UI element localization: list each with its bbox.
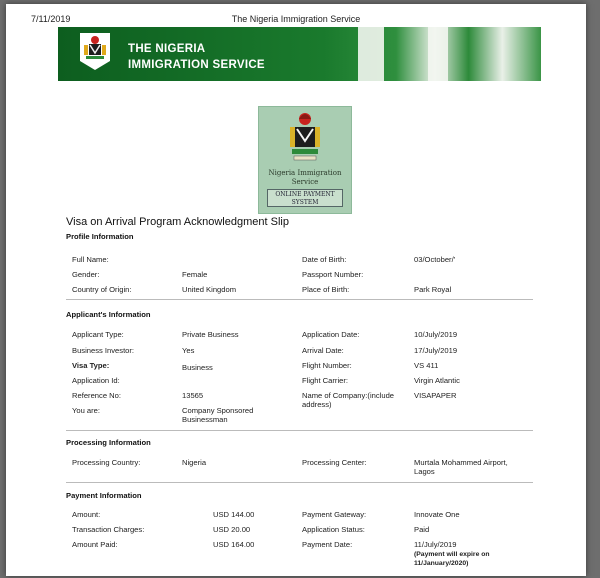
immigration-banner <box>58 27 541 81</box>
payment-expiry-note: (Payment will expire on 11/January/2020) <box>414 551 490 567</box>
country-origin-label: Country of Origin: <box>72 285 132 294</box>
application-date-label: Application Date: <box>302 330 360 339</box>
flight-carrier-value: Virgin Atlantic <box>414 376 460 385</box>
reference-no-label: Reference No: <box>72 391 121 400</box>
banner-title-line2: IMMIGRATION SERVICE <box>128 59 265 71</box>
transaction-charges-label: Transaction Charges: <box>72 525 145 534</box>
reference-no-value: 13565 <box>182 391 204 400</box>
business-investor-label: Business Investor: <box>72 346 135 355</box>
visa-type-label: Visa Type: <box>72 361 110 370</box>
payment-date-value: 11/July/2019 <box>414 540 457 549</box>
payment-gateway-label: Payment Gateway: <box>302 510 367 519</box>
flight-number-value: VS 411 <box>414 361 439 370</box>
business-investor-value: Yes <box>182 346 195 355</box>
processing-country-label: Processing Country: <box>72 458 141 467</box>
section-processing-heading: Processing Information <box>66 438 151 447</box>
company-name-value: VISAPAPER <box>414 391 457 400</box>
visa-type-value: Business <box>182 363 213 372</box>
coat-of-arms-icon <box>289 111 321 163</box>
section-profile-heading: Profile Information <box>66 232 134 241</box>
gender-label: Gender: <box>72 270 100 279</box>
payment-date-label: Payment Date: <box>302 540 353 549</box>
logo-payment-line2: SYSTEM <box>291 199 319 206</box>
company-name-label: Name of Company:(include address) <box>302 391 395 409</box>
you-are-value: Company Sponsored Businessman <box>182 406 254 424</box>
logo-text-line2: Service <box>291 178 319 186</box>
application-date-value: 10/July/2019 <box>414 330 458 339</box>
processing-country-value: Nigeria <box>182 458 207 467</box>
divider <box>66 299 533 300</box>
you-are-label: You are: <box>72 406 101 415</box>
slip-title: Visa on Arrival Program Acknowledgment Slip <box>66 216 289 228</box>
passport-label: Passport Number: <box>302 270 364 279</box>
application-status-value: Paid <box>414 525 430 534</box>
application-id-label: Application Id: <box>72 376 120 385</box>
applicant-type-value: Private Business <box>182 330 239 339</box>
document-page <box>6 4 586 576</box>
section-applicant-heading: Applicant's Information <box>66 310 151 319</box>
full-name-label: Full Name: <box>72 255 109 264</box>
flag-stripe <box>358 27 384 81</box>
banner-title-line1: THE NIGERIA <box>128 43 206 55</box>
amount-value: USD 144.00 <box>213 510 255 519</box>
divider <box>66 430 533 431</box>
section-payment-heading: Payment Information <box>66 491 142 500</box>
arrival-date-value: 17/July/2019 <box>414 346 458 355</box>
print-date: 7/11/2019 <box>31 14 71 24</box>
gender-value: Female <box>182 270 208 279</box>
processing-center-value: Murtala Mohammed Airport, Lagos <box>414 458 508 476</box>
pob-label: Place of Birth: <box>302 285 350 294</box>
payment-gateway-value: Innovate One <box>414 510 460 519</box>
pob-value: Park Royal <box>414 285 452 294</box>
print-title: The Nigeria Immigration Service <box>231 14 361 24</box>
applicant-type-label: Applicant Type: <box>72 330 124 339</box>
country-origin-value: United Kingdom <box>182 285 237 294</box>
payment-system-logo <box>258 106 352 214</box>
processing-center-label: Processing Center: <box>302 458 367 467</box>
dob-label: Date of Birth: <box>302 255 347 264</box>
amount-paid-label: Amount Paid: <box>72 540 118 549</box>
logo-text-line1: Nigeria Immigration <box>268 169 342 177</box>
transaction-charges-value: USD 20.00 <box>213 525 251 534</box>
divider <box>66 482 533 483</box>
coat-of-arms-icon <box>78 31 112 71</box>
flight-number-label: Flight Number: <box>302 361 352 370</box>
application-status-label: Application Status: <box>302 525 365 534</box>
dob-value: 03/October/' <box>414 255 456 264</box>
flag-stripe <box>428 27 448 81</box>
amount-paid-value: USD 164.00 <box>213 540 255 549</box>
logo-payment-box <box>267 189 343 207</box>
arrival-date-label: Arrival Date: <box>302 346 344 355</box>
logo-payment-line1: ONLINE PAYMENT <box>275 191 335 198</box>
flight-carrier-label: Flight Carrier: <box>302 376 348 385</box>
amount-label: Amount: <box>72 510 101 519</box>
